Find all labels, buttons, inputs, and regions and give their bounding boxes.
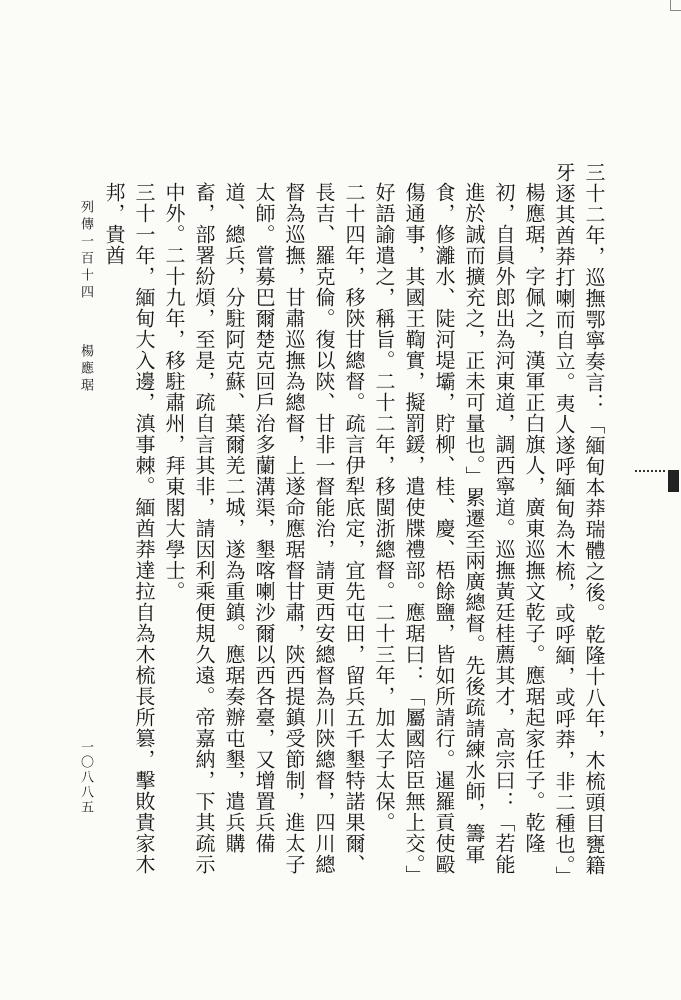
header-spacer	[78, 310, 93, 344]
paragraph-biography-intro: 楊應琚，字佩之，漢軍正白旗人，廣東巡撫文乾子。應琚起家任子。乾隆初，自員外郎出為河東道，調西寧道。巡撫黃廷桂薦其才，高宗曰：「若能進於誠而擴充之，正未可量也。」累遷至兩廣總督。先後疏請練水師，籌軍食，修灕水、陡河堤壩，貯柳、桂、慶、梧餘鹽，皆如所請行。暹羅貢使毆傷通事，其國王鞫實，擬罰鍰，遣使牒禮部。應琚曰：「屬國陪臣無上交。」好語諭遣之，稱旨。二十二年，移閩浙總督。二十三年，加太子太保。	[372, 182, 546, 876]
paragraph-memorial: 三十二年，巡撫鄂寧奏言：「緬甸本莽瑞體之後。乾隆十八年，木梳頭目甕籍牙逐其酋莽打喇而自立。夷人遂呼緬甸為木梳，或呼緬，或呼莽，非二種也。」	[552, 162, 606, 887]
page-corner-mark	[670, 0, 681, 11]
page-number: 一〇八八五	[78, 740, 93, 815]
paragraph-shaanxi-gansu: 二十四年，移陝甘總督。疏言伊犁底定，宜先屯田，留兵五千墾特諾果爾、長吉、羅克倫。復以陝、甘非一督能治，請更西安總督為川陝總督，四川總督為巡撫，甘肅巡撫為總督，上遂命應琚督甘肅，陝西提鎮受節制，進太子太師。嘗募巴爾楚克回戶治多蘭溝渠，墾喀喇沙爾以西各臺，又增置兵備道、總兵，分駐阿克蘇、葉爾羌二城，遂為重鎮。應琚奏辦屯墾，遣兵購畜，部署紛煩，至是，疏自言其非，請因利乘便規久遠。帝嘉納，下其疏示中外。二十九年，移駐肅州，拜東閣大學士。	[162, 182, 366, 875]
running-header	[76, 200, 95, 395]
edge-thumb-mark	[668, 470, 679, 492]
paragraph-burma-campaign: 三十一年，緬甸大入邊，滇事棘。緬酋莽達拉自為木梳長所篡，擊敗貴家木邦，貴酋	[102, 182, 156, 875]
header-section: 列傳一百十四	[78, 200, 93, 302]
header-subject: 楊應琚	[78, 344, 93, 395]
main-text-block	[99, 162, 609, 887]
edge-dotted-mark	[635, 470, 665, 475]
